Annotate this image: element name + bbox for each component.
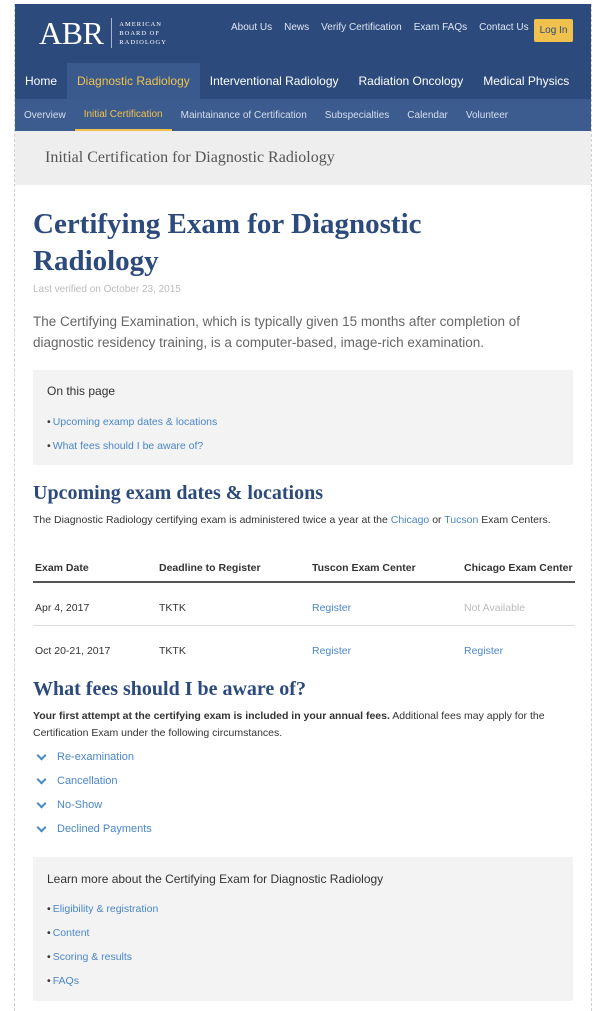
exam-date-cell: Apr 4, 2017: [35, 602, 90, 614]
logo-abbr: ABR: [39, 15, 104, 51]
logo-line-3: RADIOLOGY: [119, 38, 167, 46]
tuscon-register-link[interactable]: Register: [312, 602, 352, 614]
accordion-no-show[interactable]: [33, 799, 102, 811]
fees-text-rest: Additional fees may apply for the Certification Exam under the following circumstances.: [33, 710, 545, 739]
exam-centers-text: [33, 512, 573, 529]
utility-nav: [231, 22, 541, 33]
abr-logo[interactable]: [39, 16, 167, 50]
col-header-tuscon: Tuscon Exam Center: [312, 562, 416, 574]
exam-date-cell: Oct 20-21, 2017: [35, 645, 111, 657]
site-header: [15, 4, 592, 131]
on-this-page-box: [33, 370, 573, 465]
fees-text: [33, 708, 573, 742]
learn-more-box: [33, 857, 573, 1001]
exam-text-after: Exam Centers.: [478, 514, 551, 526]
chevron-down-icon: [37, 822, 47, 832]
fees-text-bold: Your first attempt at the certifying exam is included in your annual fees.: [33, 710, 390, 722]
table-header-row: [33, 557, 575, 583]
last-verified: Last verified on October 23, 2015: [33, 284, 181, 295]
chevron-down-icon: [37, 750, 47, 760]
bullet: •: [47, 975, 51, 987]
table-row: [33, 583, 575, 626]
bullet: •: [47, 927, 51, 939]
page-title: Certifying Exam for Diagnostic Radiology: [33, 208, 422, 277]
jump-link-label: Upcoming examp dates & locations: [52, 416, 218, 428]
utility-link-news[interactable]: News: [284, 22, 310, 33]
exam-text-mid: or: [429, 514, 445, 526]
chicago-register-link[interactable]: Register: [464, 645, 504, 657]
sub-nav-subspecialties[interactable]: Subspecialties: [324, 109, 390, 121]
col-header-chicago: Chicago Exam Center: [464, 562, 573, 574]
bullet: •: [47, 416, 51, 428]
utility-link-exam-faqs[interactable]: Exam FAQs: [413, 22, 468, 33]
chevron-down-icon: [37, 798, 47, 808]
accordion-label: Cancellation: [57, 775, 118, 787]
logo-line-2: BOARD OF: [119, 29, 160, 37]
learn-more-link-scoring[interactable]: [47, 951, 132, 963]
main-nav-radiation-oncology[interactable]: Radiation Oncology: [358, 74, 464, 88]
accordion-label: Declined Payments: [57, 823, 152, 835]
sub-nav-maintainance-of-certification[interactable]: Maintainance of Certification: [180, 109, 307, 121]
sub-nav: [15, 99, 592, 131]
chevron-down-icon: [37, 774, 47, 784]
main-nav-diagnostic-radiology[interactable]: Diagnostic Radiology: [67, 63, 200, 99]
accordion-declined-payments[interactable]: [33, 823, 152, 835]
on-this-page-title: On this page: [47, 384, 116, 398]
main-nav: [15, 63, 592, 99]
fees-heading: What fees should I be aware of?: [33, 678, 306, 700]
logo-divider: [111, 18, 112, 48]
section-title: Initial Certification for Diagnostic Radiology: [45, 149, 335, 166]
bullet: •: [47, 903, 51, 915]
accordion-cancellation[interactable]: [33, 775, 118, 787]
learn-more-link-label: FAQs: [52, 975, 79, 987]
learn-more-link-label: Content: [52, 927, 90, 939]
col-header-exam-date: Exam Date: [35, 562, 89, 574]
accordion-label: No-Show: [57, 799, 103, 811]
main-nav-interventional-radiology[interactable]: Interventional Radiology: [209, 74, 339, 88]
utility-link-contact-us[interactable]: Contact Us: [479, 22, 529, 33]
tuscon-register-link[interactable]: Register: [312, 645, 352, 657]
deadline-cell: TKTK: [159, 645, 186, 657]
learn-more-title: Learn more about the Certifying Exam for Diagnostic Radiology: [47, 872, 384, 886]
sub-nav-initial-certification[interactable]: Initial Certification: [75, 99, 172, 131]
logo-wordmark: [119, 20, 167, 47]
table-row: [33, 626, 575, 667]
learn-more-link-label: Eligibility & registration: [52, 903, 159, 915]
learn-more-link-faqs[interactable]: [47, 975, 79, 987]
logo-line-1: AMERICAN: [119, 20, 162, 28]
page: [14, 4, 592, 1011]
chicago-link[interactable]: Chicago: [390, 514, 430, 526]
login-button[interactable]: Log In: [534, 19, 573, 42]
col-header-deadline: Deadline to Register: [159, 562, 261, 574]
bullet: •: [47, 951, 51, 963]
accordion-re-examination[interactable]: [33, 751, 134, 763]
learn-more-link-label: Scoring & results: [52, 951, 133, 963]
exam-dates-heading: Upcoming exam dates & locations: [33, 482, 323, 504]
jump-link-fees[interactable]: [47, 440, 203, 452]
sub-nav-overview[interactable]: Overview: [24, 109, 66, 121]
learn-more-link-eligibility[interactable]: [47, 903, 158, 915]
exam-text-before: The Diagnostic Radiology certifying exam is administered twice a year at the: [33, 514, 391, 526]
header-top-bar: [15, 4, 592, 63]
jump-link-exam-dates[interactable]: [47, 416, 217, 428]
sub-nav-volunteer[interactable]: Volunteer: [465, 109, 509, 121]
sub-nav-calendar[interactable]: Calendar: [407, 109, 448, 121]
chicago-not-available: Not Available: [464, 602, 526, 614]
deadline-cell: TKTK: [159, 602, 186, 614]
accordion-label: Re-examination: [57, 751, 135, 763]
main-nav-home[interactable]: Home: [25, 74, 58, 88]
intro-paragraph: The Certifying Examination, which is typically given 15 months after completion of diagnostic residency training, is a computer-based, image-rich examination.: [33, 314, 520, 350]
section-title-band: [15, 131, 592, 185]
learn-more-link-content[interactable]: [47, 927, 89, 939]
bullet: •: [47, 440, 51, 452]
utility-link-about-us[interactable]: About Us: [231, 22, 273, 33]
tucson-link[interactable]: Tucson: [444, 514, 479, 526]
jump-link-label: What fees should I be aware of?: [52, 440, 204, 452]
utility-link-verify-certification[interactable]: Verify Certification: [321, 22, 402, 33]
main-nav-medical-physics[interactable]: Medical Physics: [483, 74, 570, 88]
